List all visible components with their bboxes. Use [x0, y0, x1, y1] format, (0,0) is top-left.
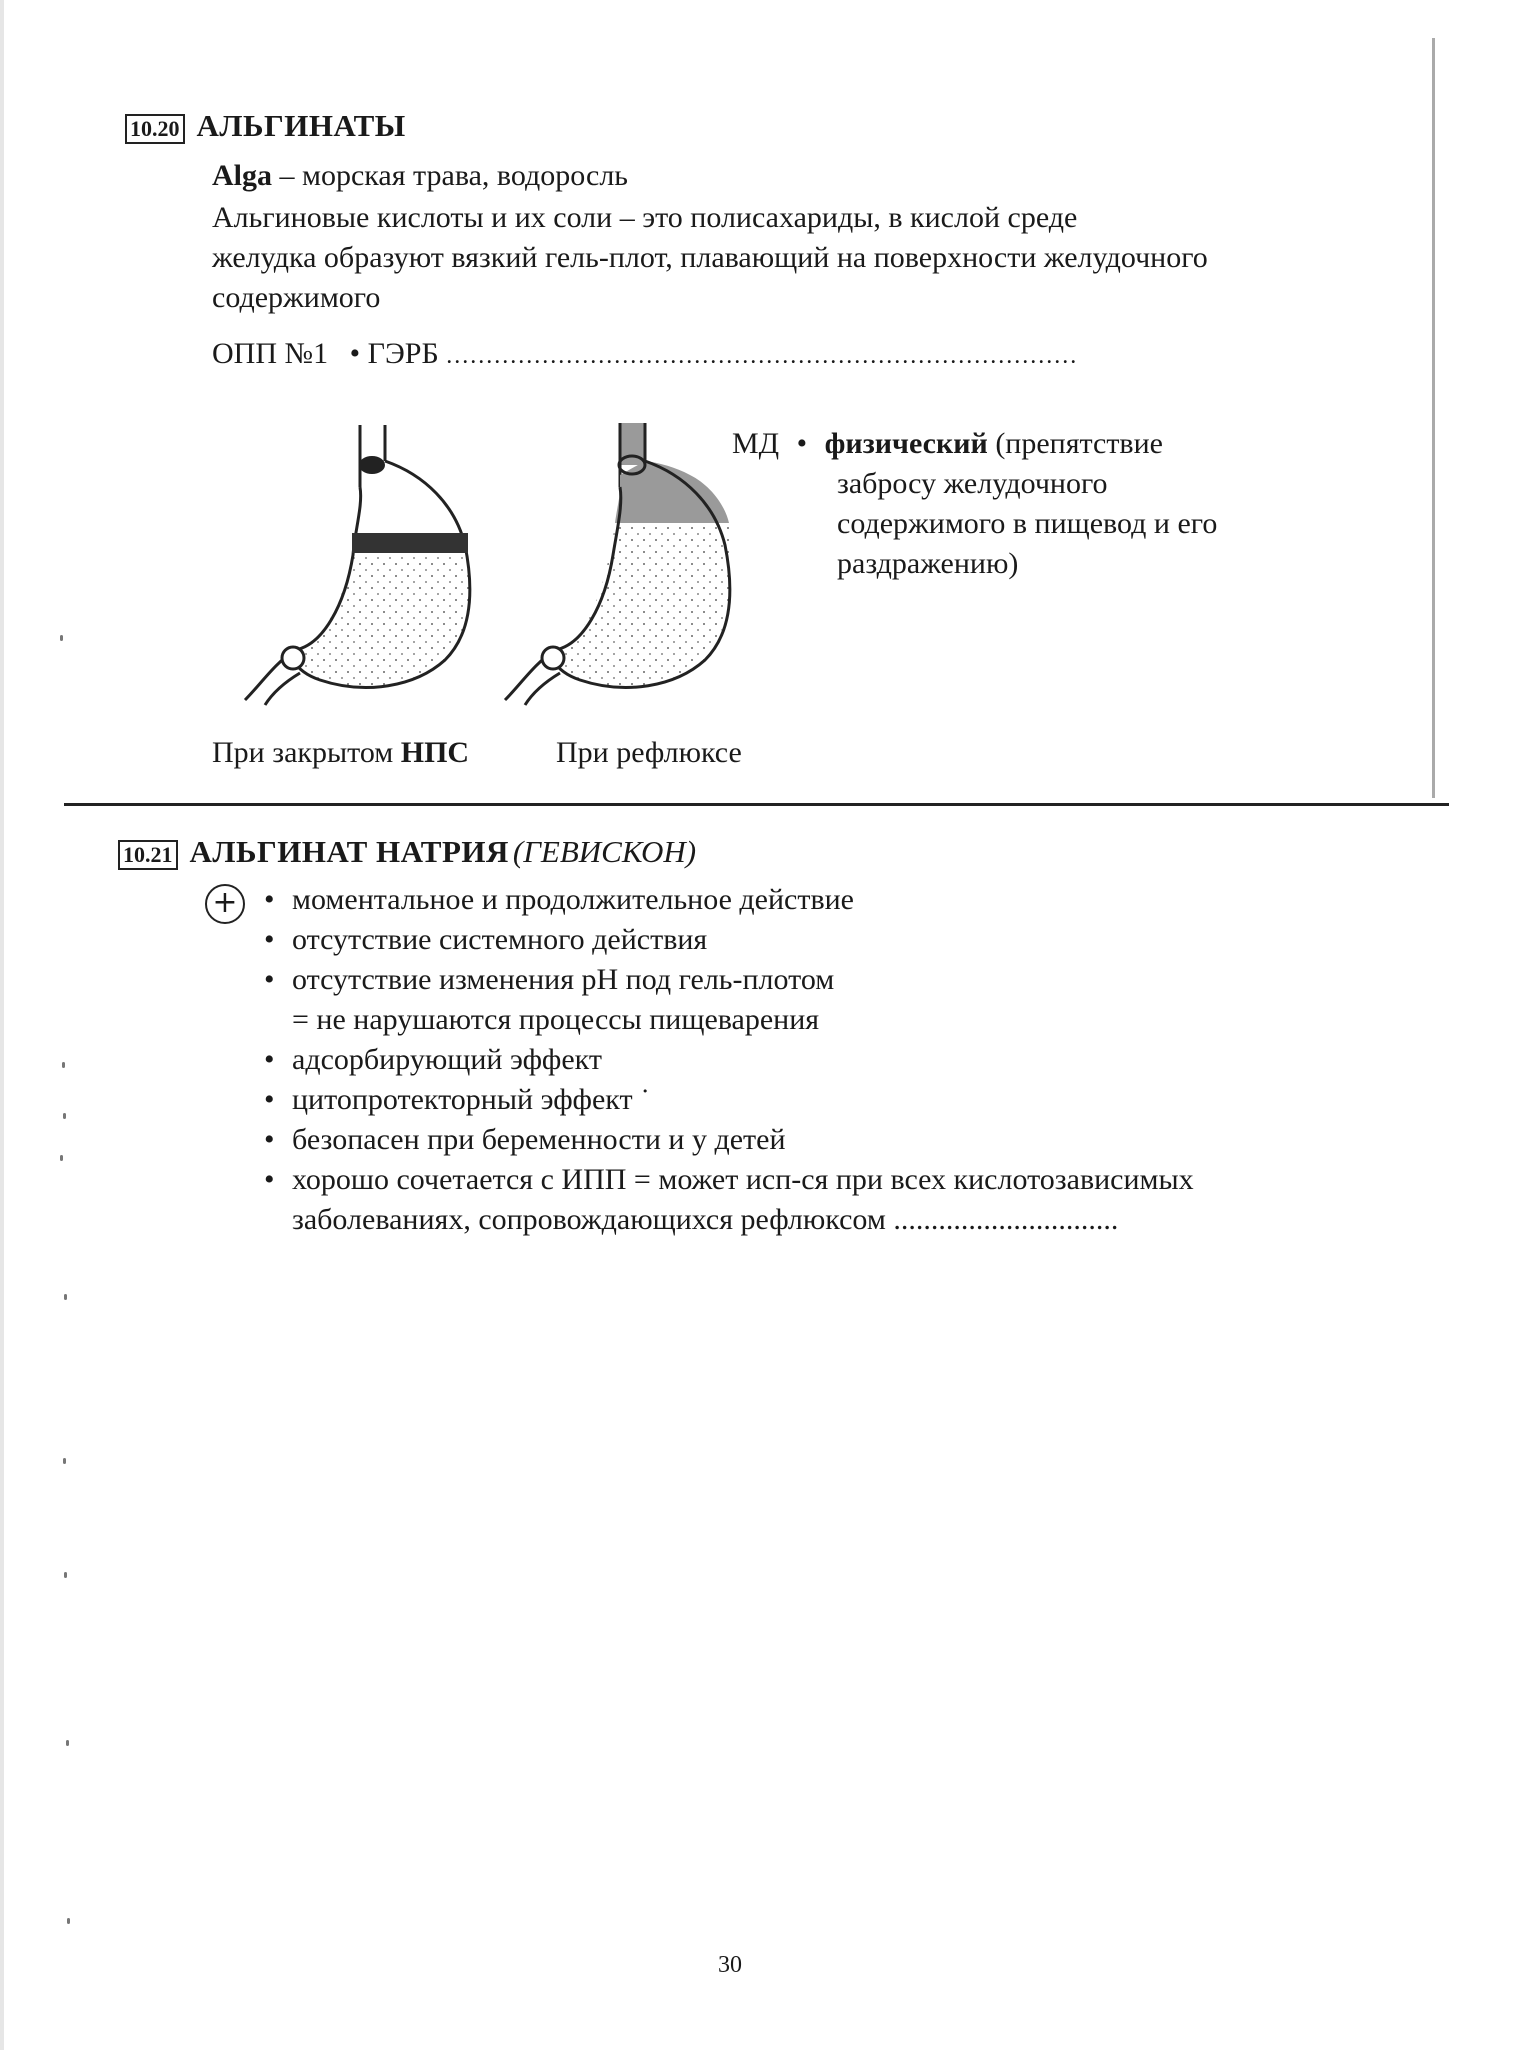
- advantage-item: • безопасен при беременности и у детей: [262, 1120, 1194, 1160]
- advantage-item: • адсорбирующий эффект: [262, 1040, 1194, 1080]
- scan-speck: [67, 1918, 70, 1924]
- stomach-reflux-diagram: [505, 423, 730, 705]
- scan-speck: [63, 1458, 66, 1464]
- stomach-closed-les-diagram: [245, 425, 470, 705]
- caption-closed-les: При закрытом НПС: [212, 736, 470, 769]
- page-number: 30: [718, 1952, 742, 1978]
- mechanism-bold-term: физический: [824, 427, 988, 460]
- alga-definition: [212, 156, 628, 196]
- mechanism-line: (препятствие: [987, 427, 1163, 460]
- scan-speck: [63, 1113, 66, 1119]
- advantages-list: [262, 880, 1194, 1240]
- mechanism-line: содержимого в пищевод и его: [837, 507, 1218, 540]
- advantage-item: • отсутствие системного действия: [262, 920, 1194, 960]
- alga-term: Alga: [212, 159, 272, 192]
- indication-prefix: ОПП №1: [212, 337, 329, 370]
- caption-reflux: При рефлюксе: [556, 736, 742, 769]
- section-divider: [64, 803, 1449, 806]
- gel-raft-layer: [352, 533, 468, 553]
- advantage-item: • цитопротекторный эффект ˙: [262, 1080, 1194, 1120]
- advantages-plus-icon: +: [205, 884, 245, 924]
- description-line: желудка образуют вязкий гель-плот, плавающий на поверхности желудочного: [212, 241, 1208, 274]
- advantage-item: • моментальное и продолжительное действие: [262, 880, 1194, 920]
- advantage-item-continuation: = не нарушаются процессы пищеварения: [292, 1003, 820, 1036]
- scan-speck: [66, 1740, 69, 1746]
- section-10-21-header: [118, 832, 696, 872]
- scan-edge-line: [1432, 38, 1435, 798]
- indication-fill-dots: ...............................................................................: [446, 343, 1079, 369]
- section-number: 10.20: [125, 114, 185, 144]
- scan-speck: [60, 1155, 63, 1161]
- mechanism-line: раздражению): [837, 547, 1019, 580]
- advantage-item: • хорошо сочетается с ИПП = может исп-ся при всех кислотозависимых: [262, 1160, 1194, 1200]
- scan-speck: [62, 1062, 65, 1068]
- mechanism-bullet: •: [796, 427, 808, 460]
- section-title: АЛЬГИНАТЫ: [196, 108, 406, 143]
- scan-speck: [64, 1572, 67, 1578]
- section-number: 10.21: [118, 840, 178, 870]
- advantage-item: • отсутствие изменения рН под гель-плотом: [262, 960, 1194, 1000]
- indication-bullet: •: [349, 337, 361, 370]
- description-line: содержимого: [212, 281, 381, 314]
- alga-def: – морская трава, водоросль: [272, 159, 628, 192]
- section-10-20-header: [125, 108, 406, 144]
- closed-sphincter-mark: [359, 456, 385, 474]
- description-paragraph: [212, 198, 1208, 318]
- indication-text: ГЭРБ: [367, 337, 439, 370]
- mechanism-line: забросу желудочного: [837, 467, 1108, 500]
- indication-line: [212, 334, 1078, 376]
- mechanism-block: [732, 424, 1217, 584]
- mechanism-label: МД: [732, 427, 780, 460]
- scan-left-edge: [0, 0, 4, 2050]
- description-line: Альгиновые кислоты и их соли – это полисахариды, в кислой среде: [212, 201, 1078, 234]
- caption-les-abbr: НПС: [400, 736, 470, 769]
- stomach-figures: [225, 405, 735, 710]
- section-title-brand: (ГЕВИСКОН): [512, 834, 697, 869]
- scan-speck: [64, 1294, 67, 1300]
- section-title: АЛЬГИНАТ НАТРИЯ: [189, 834, 509, 869]
- scan-speck: [60, 635, 63, 641]
- advantage-item-continuation: заболеваниях, сопровождающихся рефлюксом ..............................: [292, 1203, 1119, 1236]
